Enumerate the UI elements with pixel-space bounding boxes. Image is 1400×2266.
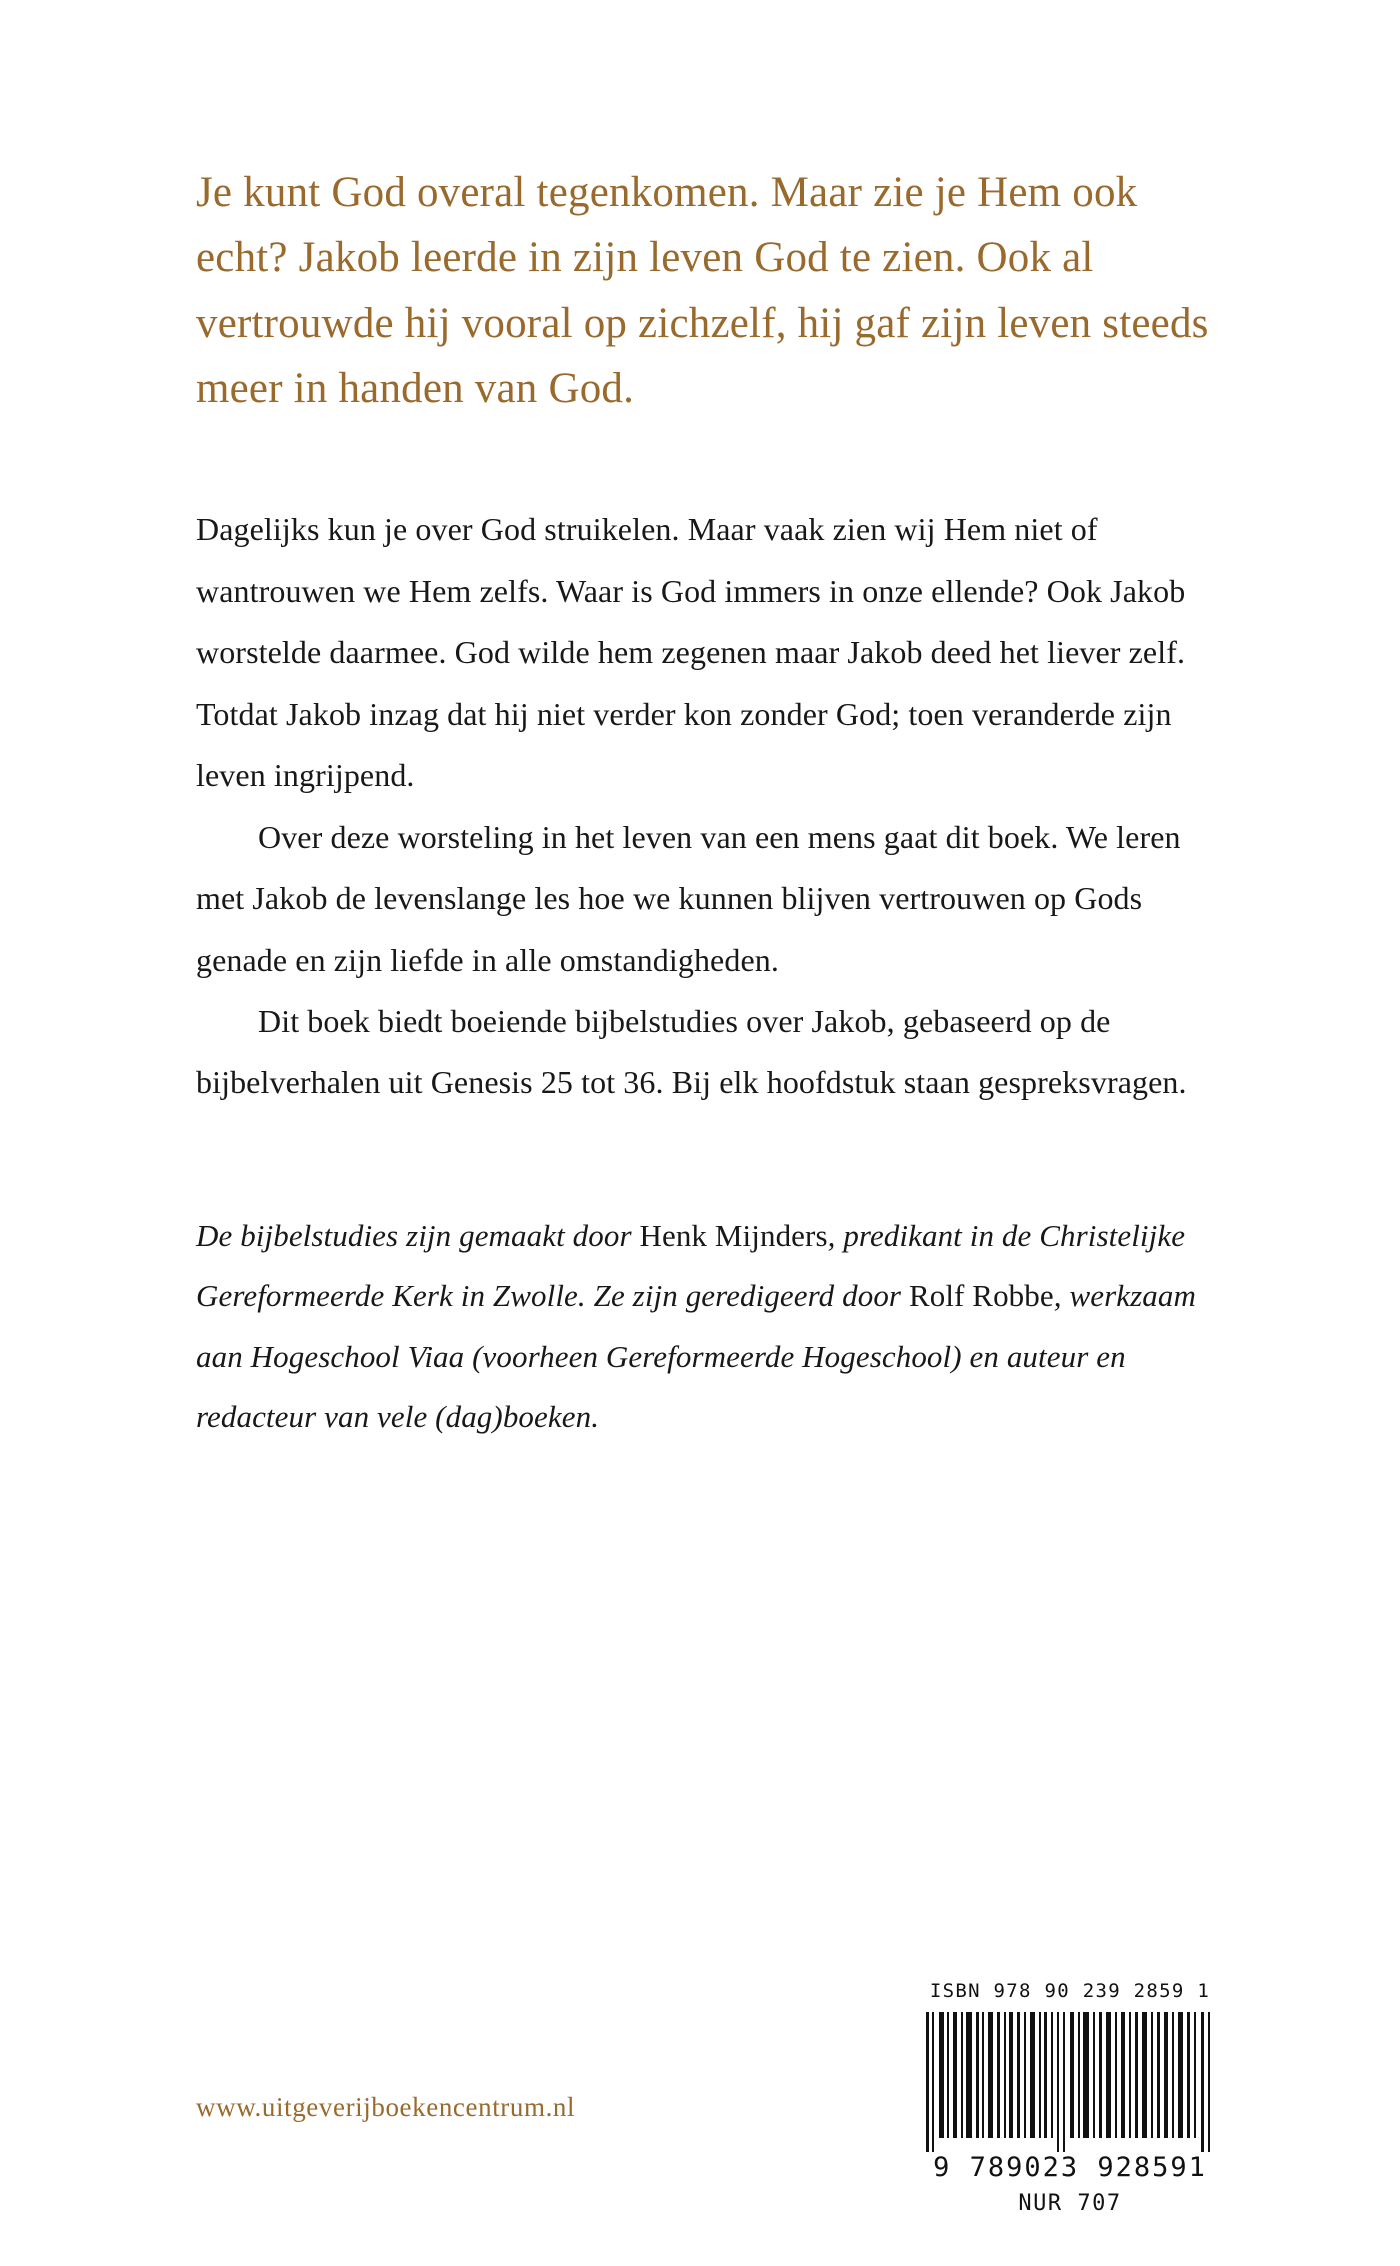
cover-footer	[196, 1980, 1226, 2240]
description-paragraph-3: Dit boek biedt boeiende bijbelstudies over Jakob, gebaseerd op de bijbelverhalen uit Genesis 25 tot 36. Bij elk hoofdstuk staan gespreksvragen.	[196, 1002, 1187, 1101]
barcode-icon	[920, 2012, 1220, 2152]
publisher-website[interactable]: www.uitgeverijboekencentrum.nl	[196, 2092, 576, 2122]
credits-text-2: , predikant in de Christelijke Gereformeerde Kerk in Zwolle. Ze zijn geredigeerd door	[196, 1217, 1186, 1314]
credits-author-name: Henk Mijnders	[639, 1217, 828, 1253]
description-body	[196, 499, 1226, 1113]
nur-code: NUR 707	[1018, 2191, 1122, 2216]
lead-paragraph: Je kunt God overal tegenkomen. Maar zie je Hem ook echt? Jakob leerde in zijn leven God te zien. Ook al vertrouwde hij vooral op zichzelf, hij gaf zijn leven steeds meer in handen van God.	[196, 169, 1209, 413]
isbn-label: ISBN 978 90 239 2859 1	[929, 1980, 1211, 2002]
barcode-digits: 9 789023 928591	[933, 2152, 1207, 2183]
credits-text-3: , werkzaam aan Hogeschool Viaa (voorheen Gereformeerde Hogeschool) en auteur en redacteur van vele (dag)boeken.	[196, 1278, 1196, 1435]
credits-editor-name: Rolf Robbe	[908, 1278, 1054, 1314]
isbn-block	[914, 1980, 1226, 2216]
credits-text-1: De bijbelstudies zijn gemaakt door	[196, 1217, 640, 1253]
description-paragraph-2: Over deze worsteling in het leven van een mens gaat dit boek. We leren met Jakob de levenslange les hoe we kunnen blijven vertrouwen op Gods genade en zijn liefde in alle omstandigheden.	[196, 818, 1181, 978]
cover-text-block	[196, 160, 1226, 1448]
credits-paragraph	[196, 1206, 1226, 1448]
description-paragraph-1: Dagelijks kun je over God struikelen. Maar vaak zien wij Hem niet of wantrouwen we Hem zelfs. Waar is God immers in onze ellende? Ook Jakob worstelde daarmee. God wilde hem zegenen maar Jakob deed het liever zelf. Totdat Jakob inzag dat hij niet verder kon zonder God; toen veranderde zijn leven ingrijpend.	[196, 511, 1186, 794]
